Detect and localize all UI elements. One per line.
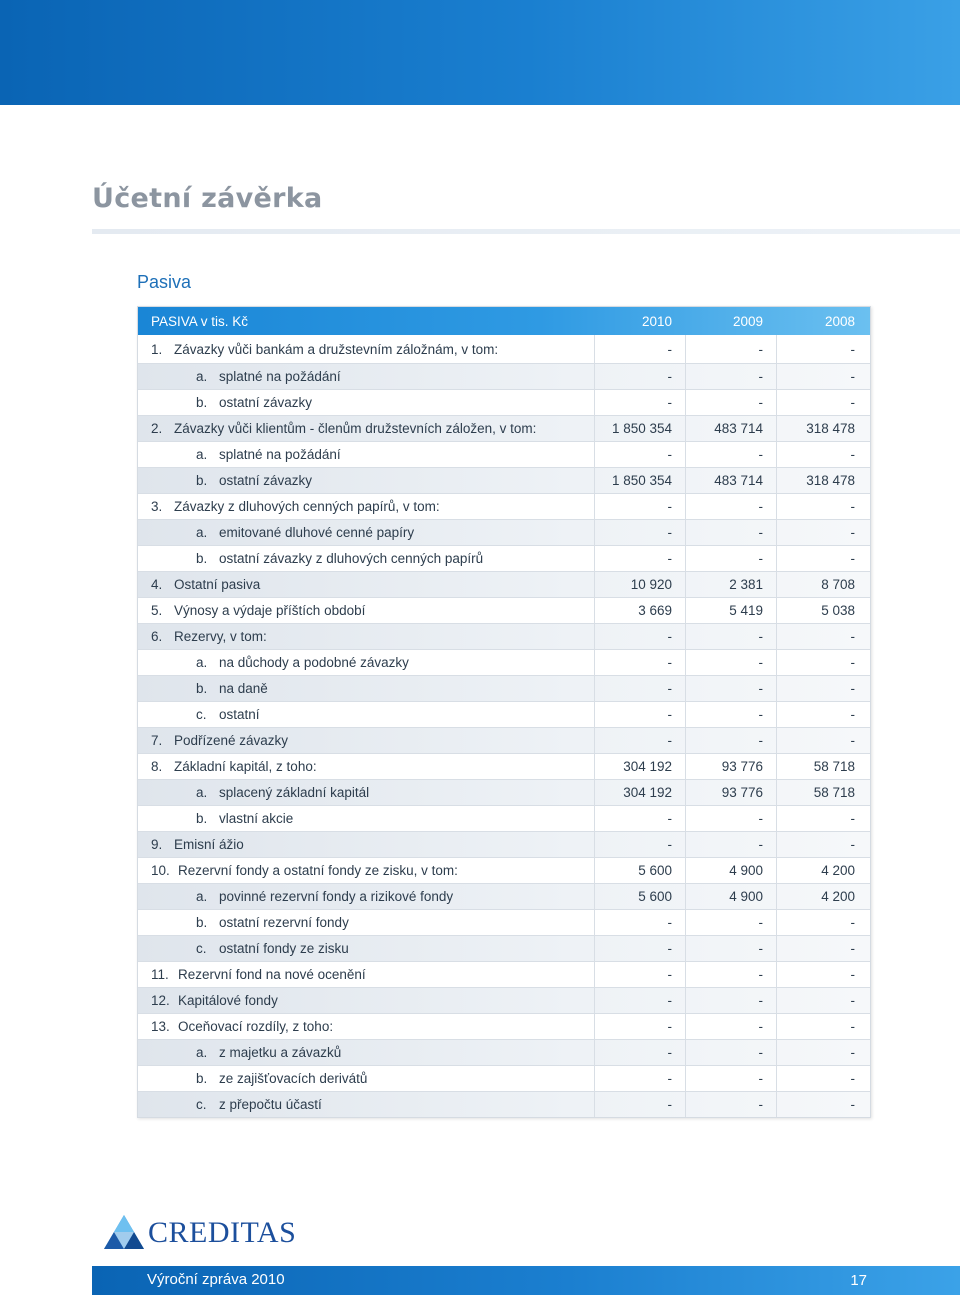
row-label-cell	[138, 832, 595, 857]
row-label: ostatní závazky	[219, 395, 313, 410]
liabilities-table	[137, 306, 871, 1118]
row-label-cell	[138, 884, 595, 909]
row-label-cell	[138, 1092, 595, 1117]
row-label: Základní kapitál, z toho:	[174, 759, 317, 774]
value-2008: -	[850, 525, 855, 540]
table-row	[138, 701, 870, 727]
value-2010: -	[595, 335, 686, 363]
value-2008: -	[850, 707, 855, 722]
row-label-cell	[138, 754, 595, 779]
row-marker: 1.	[151, 341, 163, 357]
value-2009: -	[686, 442, 777, 467]
row-marker: a.	[196, 1045, 208, 1060]
creditas-logo	[102, 1213, 296, 1253]
row-marker: 9.	[151, 837, 163, 852]
row-label-cell	[138, 1040, 595, 1065]
table-row	[138, 961, 870, 987]
value-2008: -	[850, 629, 855, 644]
row-label: splacený základní kapitál	[219, 785, 370, 800]
row-label-cell	[138, 598, 595, 623]
row-label-cell	[138, 650, 595, 675]
row-marker: 11.	[151, 967, 169, 982]
row-marker: 5.	[151, 603, 163, 618]
section-title: Pasiva	[137, 272, 192, 292]
page-title: Účetní závěrka	[92, 183, 323, 214]
row-label: Rezervy, v tom:	[174, 629, 267, 644]
table-row	[138, 779, 870, 805]
value-2009: -	[686, 364, 777, 389]
footer-bar	[92, 1266, 960, 1295]
row-label: Závazky vůči klientům - členům družstevních záložen, v tom:	[174, 421, 537, 436]
table-row	[138, 727, 870, 753]
value-2009: -	[686, 494, 777, 519]
value-2008: 58 718	[813, 759, 855, 774]
table-header-row	[138, 307, 870, 335]
value-2009: -	[686, 988, 777, 1013]
value-2008: 4 200	[821, 889, 855, 904]
row-label: Oceňovací rozdíly, z toho:	[178, 1019, 334, 1034]
value-2008: -	[850, 369, 855, 384]
value-2010: -	[595, 546, 686, 571]
row-label: vlastní akcie	[219, 811, 294, 826]
row-marker: 10.	[151, 863, 170, 878]
table-row	[138, 1065, 870, 1091]
row-marker: b.	[196, 395, 208, 410]
row-label-cell	[138, 390, 595, 415]
row-label: ostatní závazky	[219, 473, 313, 488]
row-label: ostatní	[219, 707, 260, 722]
value-2010: -	[595, 806, 686, 831]
value-2009: -	[686, 962, 777, 987]
row-label: Ostatní pasiva	[174, 577, 261, 592]
row-marker: b.	[196, 811, 208, 826]
row-marker: c.	[196, 941, 207, 956]
value-2008: 318 478	[806, 421, 855, 436]
top-banner	[0, 0, 960, 105]
row-label: Rezervní fondy a ostatní fondy ze zisku, v tom:	[178, 863, 458, 878]
header-year-2008: 2008	[824, 313, 855, 329]
row-marker: 6.	[151, 629, 163, 644]
value-2010: 1 850 354	[595, 468, 686, 493]
value-2008: -	[850, 941, 855, 956]
row-marker: c.	[196, 707, 207, 722]
row-label-cell	[138, 702, 595, 727]
value-2008: 58 718	[813, 785, 855, 800]
row-label: Závazky vůči bankám a družstevním záložnám, v tom:	[174, 341, 499, 357]
table-row	[138, 987, 870, 1013]
table-row	[138, 389, 870, 415]
table-row	[138, 363, 870, 389]
row-label-cell	[138, 494, 595, 519]
value-2010: -	[595, 910, 686, 935]
row-label: na důchody a podobné závazky	[219, 655, 409, 670]
value-2009: -	[686, 335, 777, 363]
header-year-2010: 2010	[641, 313, 672, 329]
value-2010: 1 850 354	[595, 416, 686, 441]
table-row	[138, 909, 870, 935]
table-row	[138, 571, 870, 597]
row-label: Výnosy a výdaje příštích období	[174, 603, 366, 618]
table-row	[138, 493, 870, 519]
table-row	[138, 1091, 870, 1117]
row-marker: a.	[196, 447, 208, 462]
value-2010: -	[595, 962, 686, 987]
row-marker: b.	[196, 681, 208, 696]
row-label-cell	[138, 962, 595, 987]
value-2010: -	[595, 676, 686, 701]
value-2009: 93 776	[686, 754, 777, 779]
row-marker: 3.	[151, 499, 163, 514]
value-2010: 304 192	[595, 754, 686, 779]
value-2008: 4 200	[821, 863, 855, 878]
table-row	[138, 519, 870, 545]
row-marker: a.	[196, 655, 208, 670]
value-2009: 4 900	[686, 884, 777, 909]
row-label-cell	[138, 1014, 595, 1039]
row-label: ostatní fondy ze zisku	[219, 941, 349, 956]
value-2010: -	[595, 988, 686, 1013]
value-2010: -	[595, 702, 686, 727]
row-marker: a.	[196, 525, 208, 540]
table-row	[138, 675, 870, 701]
table-row	[138, 597, 870, 623]
row-label-cell	[138, 988, 595, 1013]
header-year-2009: 2009	[732, 313, 763, 329]
row-marker: 4.	[151, 577, 163, 592]
table-row	[138, 831, 870, 857]
row-label: Emisní ážio	[174, 837, 244, 852]
value-2008: -	[850, 915, 855, 930]
value-2009: 2 381	[686, 572, 777, 597]
row-label: emitované dluhové cenné papíry	[219, 525, 415, 540]
value-2008: -	[850, 993, 855, 1008]
row-marker: 2.	[151, 421, 163, 436]
row-label-cell	[138, 806, 595, 831]
value-2009: -	[686, 1092, 777, 1117]
value-2010: -	[595, 364, 686, 389]
value-2009: 483 714	[686, 468, 777, 493]
row-marker: b.	[196, 915, 208, 930]
row-label: splatné na požádání	[219, 447, 341, 462]
table-row	[138, 1013, 870, 1039]
value-2009: -	[686, 624, 777, 649]
value-2010: -	[595, 494, 686, 519]
value-2009: -	[686, 676, 777, 701]
row-marker: a.	[196, 369, 208, 384]
value-2009: -	[686, 936, 777, 961]
row-marker: 12.	[151, 993, 170, 1008]
row-marker: 8.	[151, 759, 163, 774]
value-2008: -	[850, 1019, 855, 1034]
row-label-cell	[138, 728, 595, 753]
value-2008: 5 038	[821, 603, 855, 618]
row-marker: b.	[196, 551, 208, 566]
row-label-cell	[138, 624, 595, 649]
value-2009: -	[686, 832, 777, 857]
value-2008: -	[850, 837, 855, 852]
value-2010: 3 669	[595, 598, 686, 623]
value-2008: -	[850, 967, 855, 982]
table-row	[138, 805, 870, 831]
creditas-logo-icon	[102, 1213, 146, 1253]
value-2009: -	[686, 806, 777, 831]
table-row	[138, 935, 870, 961]
row-label-cell	[138, 416, 595, 441]
value-2008: -	[850, 499, 855, 514]
row-label: Závazky z dluhových cenných papírů, v tom:	[174, 499, 440, 514]
row-label: Podřízené závazky	[174, 733, 289, 748]
table-row	[138, 335, 870, 363]
row-label-cell	[138, 858, 595, 883]
value-2009: -	[686, 650, 777, 675]
value-2008: -	[850, 733, 855, 748]
row-marker: a.	[196, 785, 208, 800]
row-label: Kapitálové fondy	[178, 993, 278, 1008]
value-2009: 5 419	[686, 598, 777, 623]
table-row	[138, 467, 870, 493]
value-2008: -	[850, 551, 855, 566]
value-2008: -	[850, 1045, 855, 1060]
value-2010: -	[595, 390, 686, 415]
value-2009: -	[686, 390, 777, 415]
table-row	[138, 545, 870, 571]
table-row	[138, 623, 870, 649]
value-2009: 4 900	[686, 858, 777, 883]
value-2009: 93 776	[686, 780, 777, 805]
value-2008: -	[850, 447, 855, 462]
value-2010: -	[595, 442, 686, 467]
title-underline	[92, 229, 960, 234]
value-2010: -	[595, 1040, 686, 1065]
row-label-cell	[138, 364, 595, 389]
value-2010: 5 600	[595, 884, 686, 909]
value-2008: -	[850, 655, 855, 670]
row-label-cell	[138, 520, 595, 545]
value-2009: -	[686, 1014, 777, 1039]
row-label: ze zajišťovacích derivátů	[219, 1071, 368, 1086]
value-2010: 5 600	[595, 858, 686, 883]
value-2010: 10 920	[595, 572, 686, 597]
row-label: z přepočtu účastí	[219, 1097, 322, 1112]
row-label: povinné rezervní fondy a rizikové fondy	[219, 889, 454, 904]
row-label-cell	[138, 335, 595, 363]
row-label: Rezervní fond na nové ocenění	[178, 967, 366, 982]
row-label: ostatní rezervní fondy	[219, 915, 349, 930]
page-number: 17	[850, 1272, 867, 1289]
value-2010: -	[595, 624, 686, 649]
creditas-logo-text: CREDITAS	[148, 1216, 297, 1249]
value-2010: -	[595, 1014, 686, 1039]
value-2010: -	[595, 1092, 686, 1117]
value-2008: 8 708	[821, 577, 855, 592]
row-marker: 7.	[151, 733, 163, 748]
row-label-cell	[138, 910, 595, 935]
value-2008: 318 478	[806, 473, 855, 488]
row-marker: b.	[196, 1071, 208, 1086]
value-2008: -	[850, 1097, 855, 1112]
row-label-cell	[138, 468, 595, 493]
row-label-cell	[138, 442, 595, 467]
value-2008: -	[850, 395, 855, 410]
header-label: PASIVA v tis. Kč	[151, 313, 249, 329]
value-2008: -	[850, 341, 855, 357]
value-2010: -	[595, 650, 686, 675]
footer-report-name: Výroční zpráva 2010	[147, 1271, 285, 1288]
table-row	[138, 649, 870, 675]
value-2008: -	[850, 1071, 855, 1086]
value-2008: -	[850, 681, 855, 696]
row-label: z majetku a závazků	[219, 1045, 342, 1060]
row-label-cell	[138, 780, 595, 805]
row-marker: b.	[196, 473, 208, 488]
value-2010: -	[595, 728, 686, 753]
row-label: ostatní závazky z dluhových cenných papírů	[219, 551, 484, 566]
row-label: na daně	[219, 681, 268, 696]
row-marker: c.	[196, 1097, 207, 1112]
value-2010: -	[595, 1066, 686, 1091]
value-2010: -	[595, 832, 686, 857]
value-2010: -	[595, 936, 686, 961]
row-label-cell	[138, 1066, 595, 1091]
table-row	[138, 753, 870, 779]
value-2009: 483 714	[686, 416, 777, 441]
value-2009: -	[686, 702, 777, 727]
table-row	[138, 883, 870, 909]
value-2009: -	[686, 1066, 777, 1091]
row-label-cell	[138, 572, 595, 597]
table-row	[138, 857, 870, 883]
table-row	[138, 415, 870, 441]
value-2009: -	[686, 520, 777, 545]
value-2008: -	[850, 811, 855, 826]
row-label-cell	[138, 676, 595, 701]
row-label-cell	[138, 936, 595, 961]
value-2009: -	[686, 728, 777, 753]
row-label: splatné na požádání	[219, 369, 341, 384]
value-2009: -	[686, 910, 777, 935]
table-row	[138, 441, 870, 467]
table-body	[138, 335, 870, 1117]
value-2010: 304 192	[595, 780, 686, 805]
row-marker: 13.	[151, 1019, 170, 1034]
row-label-cell	[138, 546, 595, 571]
value-2009: -	[686, 546, 777, 571]
value-2009: -	[686, 1040, 777, 1065]
value-2010: -	[595, 520, 686, 545]
table-row	[138, 1039, 870, 1065]
row-marker: a.	[196, 889, 208, 904]
